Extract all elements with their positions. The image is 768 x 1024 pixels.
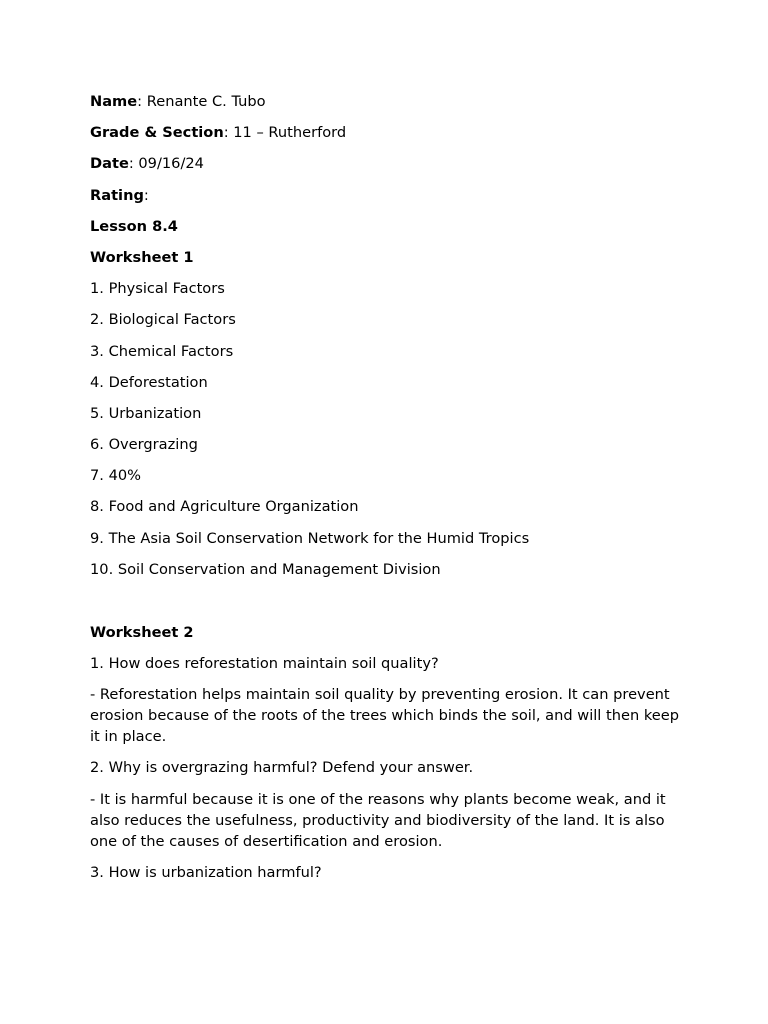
rating-line bbox=[90, 185, 680, 216]
date-value: : 09/16/24 bbox=[128, 155, 204, 173]
lesson-heading: Lesson 8.4 bbox=[90, 217, 178, 235]
document-page bbox=[90, 91, 680, 893]
worksheet2-answer-2: - It is harmful because it is one of the reasons why plants become weak, and it also reduces the usefulness, productivity and biodiversity of the land. It is also one of the causes of desertification and erosion. bbox=[90, 790, 666, 850]
worksheet2-question-1: 1. How does reforestation maintain soil quality? bbox=[90, 655, 439, 673]
worksheet2-title: Worksheet 2 bbox=[90, 624, 194, 641]
worksheet1-item: 5. Urbanization bbox=[90, 404, 202, 422]
worksheet2-question-2: 2. Why is overgrazing harmful? Defend your answer. bbox=[90, 759, 474, 777]
date-line bbox=[90, 153, 680, 184]
grade-section-line bbox=[90, 122, 680, 153]
worksheet1-item: 10. Soil Conservation and Management Division bbox=[90, 560, 441, 578]
worksheet1-title: Worksheet 1 bbox=[90, 248, 194, 266]
grade-section-label: Grade & Section bbox=[90, 124, 224, 142]
name-label: Name bbox=[90, 93, 138, 110]
rating-label: Rating bbox=[90, 186, 144, 204]
worksheet1-item: 2. Biological Factors bbox=[90, 311, 236, 329]
grade-section-value: : 11 – Rutherford bbox=[223, 124, 347, 142]
worksheet1-item: 8. Food and Agriculture Organization bbox=[90, 498, 359, 516]
name-line bbox=[90, 91, 680, 122]
worksheet1-item: 3. Chemical Factors bbox=[90, 342, 234, 360]
worksheet2-answer-1: - Reforestation helps maintain soil quality by preventing erosion. It can prevent erosion because of the roots of the trees which binds the soil, and will then keep it in place. bbox=[90, 686, 679, 746]
date-label: Date bbox=[90, 155, 129, 173]
worksheet1-item: 4. Deforestation bbox=[90, 373, 208, 391]
worksheet1-item: 1. Physical Factors bbox=[90, 280, 225, 298]
rating-value: : bbox=[143, 186, 149, 204]
section-spacer bbox=[90, 590, 680, 622]
worksheet1-item: 9. The Asia Soil Conservation Network for the Humid Tropics bbox=[90, 529, 530, 547]
worksheet1-item: 7. 40% bbox=[90, 467, 141, 485]
worksheet2-question-3: 3. How is urbanization harmful? bbox=[90, 863, 322, 881]
worksheet1-item: 6. Overgrazing bbox=[90, 436, 198, 454]
name-value: : Renante C. Tubo bbox=[137, 93, 266, 110]
